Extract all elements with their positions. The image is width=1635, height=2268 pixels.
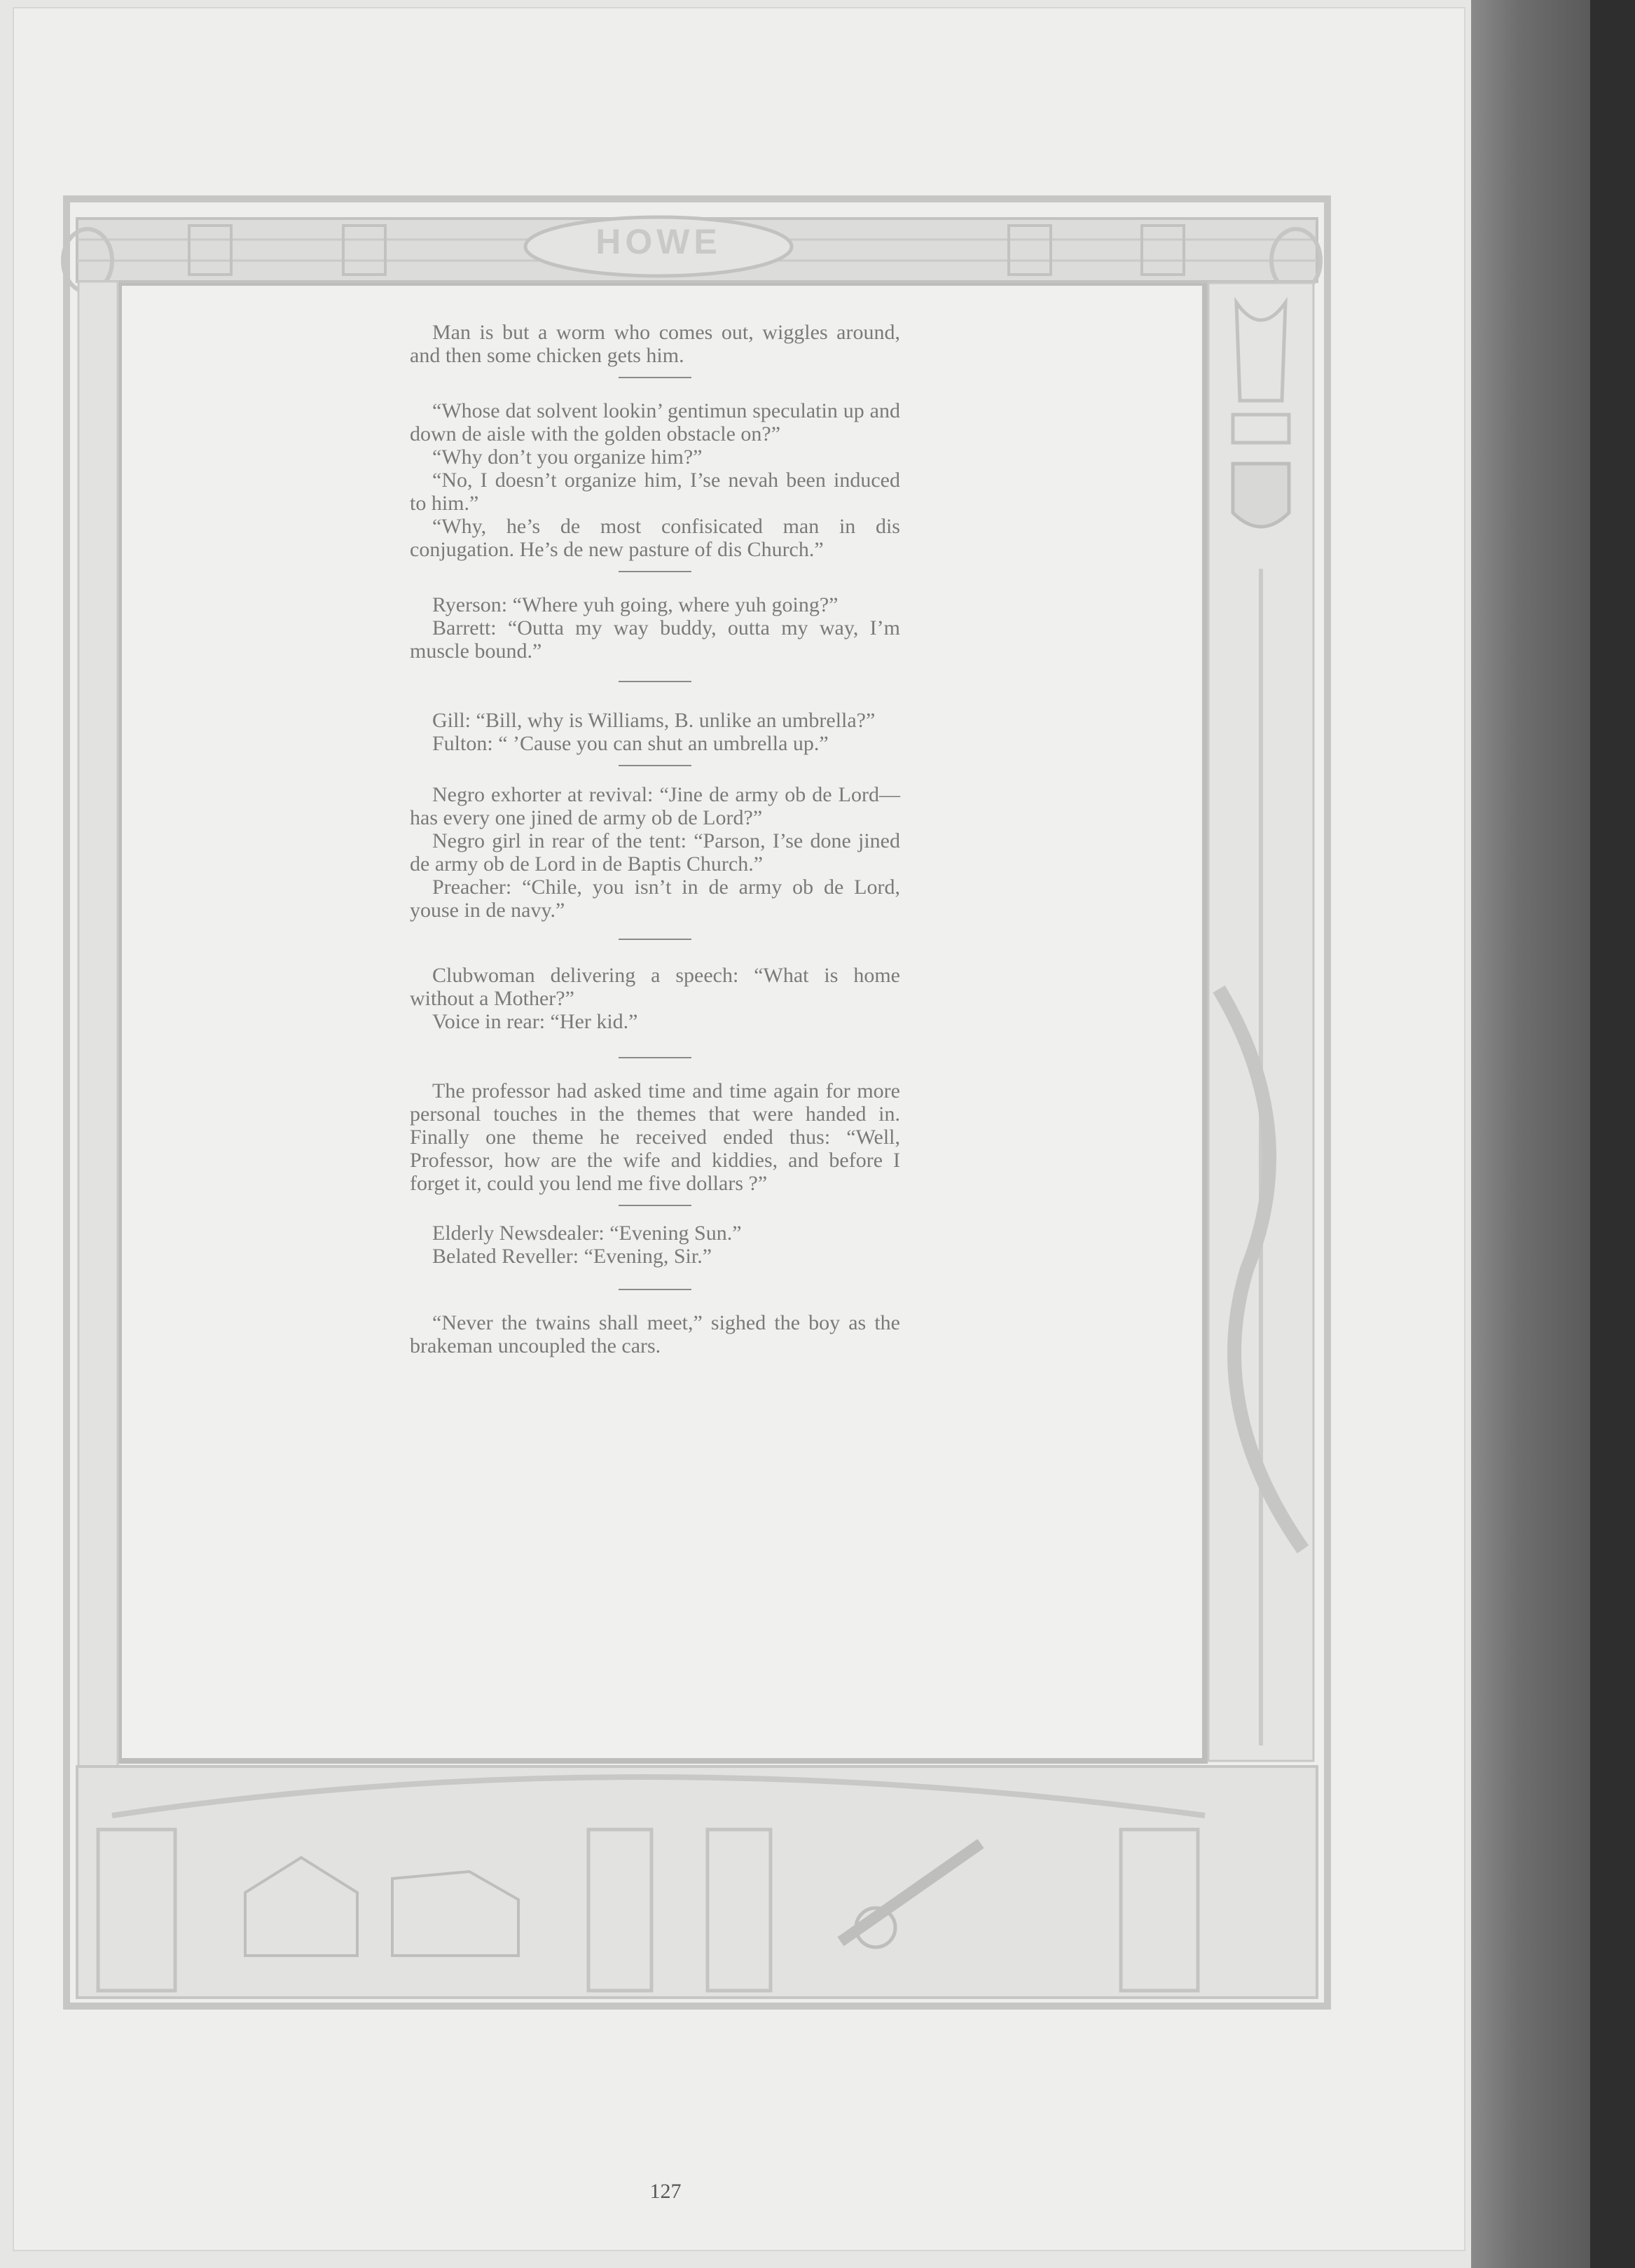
joke-line: Belated Reveller: “Evening, Sir.”	[432, 1245, 712, 1268]
joke-worm	[410, 321, 900, 367]
separator-rule	[619, 571, 691, 572]
joke-line: Voice in rear: “Her kid.”	[432, 1010, 638, 1033]
joke-line: Negro girl in rear of the tent: “Parson, I’se done jined de army ob de Lord in de Baptis Church.”	[410, 829, 900, 876]
joke-line: “No, I doesn’t organize him, I’se nevah been induced to him.”	[410, 469, 900, 515]
joke-line: “Never the twains shall meet,” sighed the boy as the brakeman uncoupled the cars.	[410, 1311, 900, 1357]
header-title: HOWE	[595, 222, 722, 261]
bottom-illustration	[77, 1766, 1317, 1998]
jokes-column	[410, 321, 900, 1357]
joke-pasture	[410, 399, 900, 561]
separator-rule	[619, 377, 691, 378]
joke-professor	[410, 1079, 900, 1195]
joke-sun	[410, 1222, 900, 1268]
joke-mother	[410, 964, 900, 1033]
joke-line: “Why, he’s de most confisicated man in dis conjugation. He’s de new pasture of dis Church.”	[410, 515, 900, 561]
separator-rule	[619, 681, 691, 682]
joke-line: “Whose dat solvent lookin’ gentimun speculatin up and down de aisle with the golden obstacle on?”	[410, 399, 900, 445]
separator-rule	[619, 1289, 691, 1290]
right-border-column	[1208, 283, 1313, 1761]
joke-line: Man is but a worm who comes out, wiggles around, and then some chicken gets him.	[410, 321, 900, 367]
joke-line: Fulton: “ ’Cause you can shut an umbrella up.”	[432, 732, 829, 755]
separator-rule	[619, 1057, 691, 1058]
book-spine	[1471, 0, 1590, 2268]
joke-line: Negro exhorter at revival: “Jine de army ob de Lord—has every one jined de army ob de Lord?”	[410, 783, 900, 829]
joke-line: The professor had asked time and time again for more personal touches in the themes that were handed in. Finally one theme he received ended thus: “Well, Professor, how are the wife and kiddies, and before I forget it, could you lend me five dollars ?”	[410, 1079, 900, 1195]
separator-rule	[619, 765, 691, 766]
joke-line: Clubwoman delivering a speech: “What is home without a Mother?”	[410, 964, 900, 1010]
joke-line: Preacher: “Chile, you isn’t in de army ob de Lord, youse in de navy.”	[410, 876, 900, 922]
book-spine-edge	[1590, 0, 1635, 2268]
separator-rule	[619, 1205, 691, 1206]
joke-line: Gill: “Bill, why is Williams, B. unlike an umbrella?”	[432, 709, 876, 732]
joke-umbrella	[410, 709, 900, 755]
joke-line: Barrett: “Outta my way buddy, outta my way, I’m muscle bound.”	[410, 616, 900, 663]
joke-line: “Why don’t you organize him?”	[432, 445, 703, 469]
joke-ryerson	[410, 593, 900, 663]
joke-line: Elderly Newsdealer: “Evening Sun.”	[432, 1222, 742, 1245]
joke-twains	[410, 1311, 900, 1357]
joke-line: Ryerson: “Where yuh going, where yuh going?”	[432, 593, 839, 616]
separator-rule	[619, 939, 691, 940]
page-number: 127	[649, 2180, 682, 2203]
joke-navy	[410, 783, 900, 922]
